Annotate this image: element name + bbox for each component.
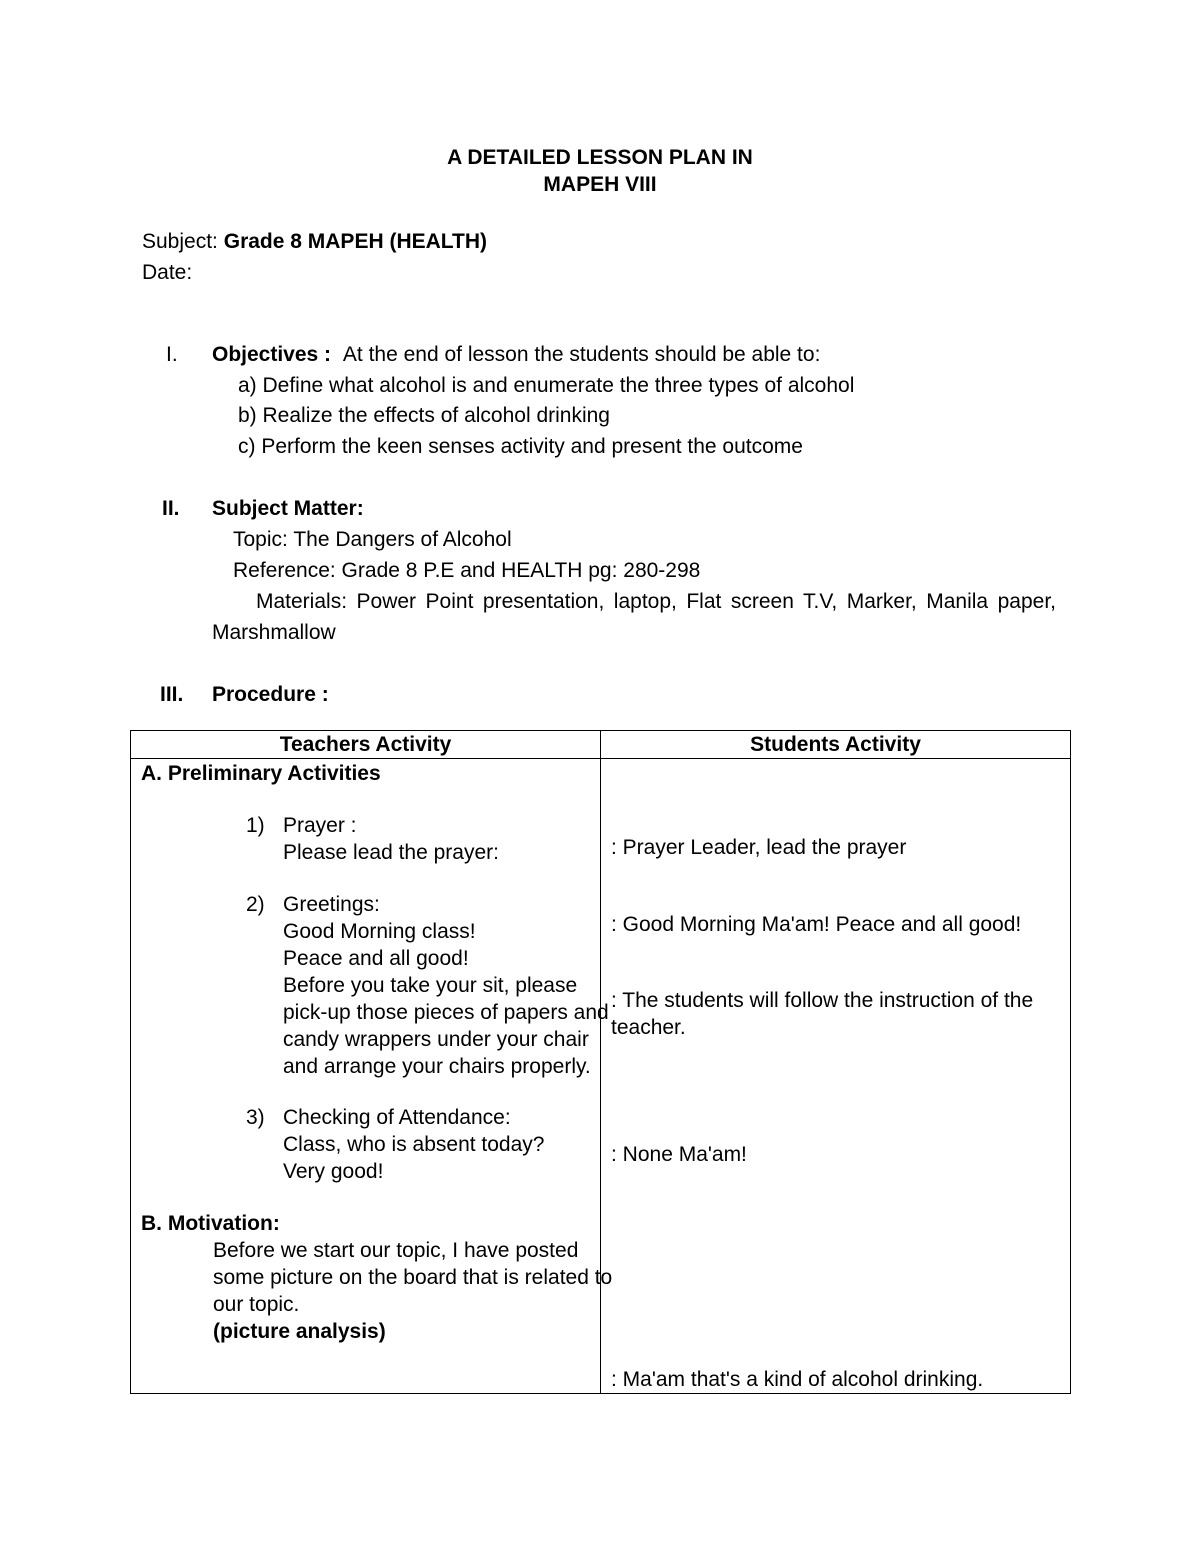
procedure-table-row	[131, 759, 1071, 1394]
document-title-line-2: MAPEH VIII	[543, 173, 657, 196]
greetings-line: Before you take your sit, please	[283, 974, 578, 997]
prayer-text: Please lead the prayer:	[283, 841, 499, 864]
attendance-line: Very good!	[283, 1160, 384, 1183]
student-response-absent: : None Ma'am!	[611, 1143, 747, 1166]
attendance-number: 3)	[246, 1106, 265, 1129]
procedure-numeral: III.	[160, 683, 184, 706]
motivation-line: our topic.	[213, 1293, 300, 1316]
objectives-intro: At the end of lesson the students should be able to:	[342, 343, 821, 366]
subject-line	[142, 231, 487, 252]
student-response-greeting: : Good Morning Ma'am! Peace and all good!	[611, 913, 1022, 936]
subject-matter-numeral: II.	[162, 497, 180, 520]
greetings-line: candy wrappers under your chair	[283, 1028, 589, 1051]
students-activity-header: Students Activity	[601, 731, 1071, 759]
greetings-label: Greetings:	[283, 893, 380, 916]
subject-value: Grade 8 MAPEH (HEALTH)	[223, 230, 488, 253]
motivation-line: Before we start our topic, I have posted	[213, 1239, 579, 1262]
attendance-label: Checking of Attendance:	[283, 1106, 511, 1129]
procedure-table-header-row	[131, 731, 1071, 759]
motivation-heading: B. Motivation:	[141, 1212, 280, 1235]
objective-item: b) Realize the effects of alcohol drinking	[238, 404, 610, 427]
student-activity-cell	[601, 759, 1071, 1394]
document-title-line-1: A DETAILED LESSON PLAN IN	[447, 146, 753, 169]
prayer-label: Prayer :	[283, 814, 357, 837]
greetings-line: Good Morning class!	[283, 920, 476, 943]
greetings-number: 2)	[246, 893, 265, 916]
greetings-line: Peace and all good!	[283, 947, 469, 970]
student-response-follow-line-2: teacher.	[611, 1016, 686, 1039]
motivation-note: (picture analysis)	[213, 1320, 386, 1343]
objectives-numeral: I.	[166, 343, 178, 366]
subject-matter-topic: Topic: The Dangers of Alcohol	[233, 528, 512, 551]
student-response-follow-line-1: : The students will follow the instruction of the	[611, 989, 1034, 1012]
preliminary-activities-heading: A. Preliminary Activities	[141, 762, 381, 785]
subject-matter-reference: Reference: Grade 8 P.E and HEALTH pg: 280-298	[233, 559, 701, 582]
procedure-heading: Procedure :	[212, 683, 329, 706]
procedure-table	[130, 730, 1071, 1394]
objective-item: c) Perform the keen senses activity and present the outcome	[238, 435, 803, 458]
motivation-line: some picture on the board that is related to	[213, 1266, 613, 1289]
subject-matter-materials-line-1: Materials: Power Point presentation, laptop, Flat screen T.V, Marker, Manila paper,	[256, 590, 1056, 613]
teacher-activity-cell	[131, 759, 613, 1394]
objective-item: a) Define what alcohol is and enumerate the three types of alcohol	[238, 374, 855, 397]
objectives-line	[212, 344, 820, 365]
subject-label: Subject:	[142, 230, 218, 253]
student-response-picture: : Ma'am that's a kind of alcohol drinking.	[611, 1368, 984, 1391]
date-label: Date:	[142, 261, 193, 284]
objectives-heading: Objectives :	[212, 343, 332, 366]
attendance-line: Class, who is absent today?	[283, 1133, 545, 1156]
subject-matter-materials-line-2: Marshmallow	[212, 621, 336, 644]
greetings-line: pick-up those pieces of papers and	[283, 1001, 609, 1024]
prayer-number: 1)	[246, 814, 265, 837]
subject-matter-heading: Subject Matter:	[212, 497, 364, 520]
teachers-activity-header: Teachers Activity	[131, 731, 601, 759]
student-response-prayer: : Prayer Leader, lead the prayer	[611, 836, 907, 859]
greetings-line: and arrange your chairs properly.	[283, 1055, 591, 1078]
